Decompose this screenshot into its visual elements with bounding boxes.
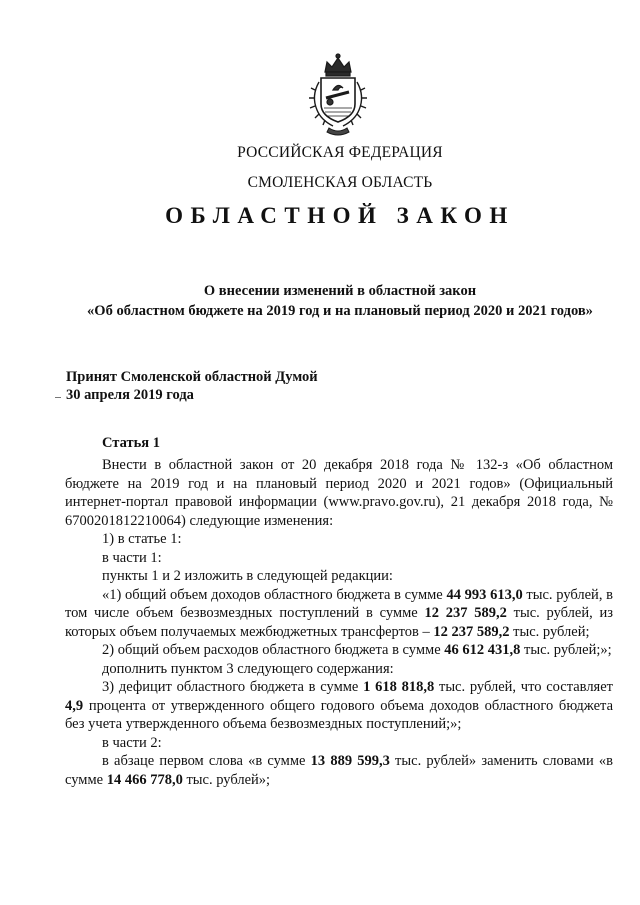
article-paragraph: дополнить пунктом 3 следующего содержания: xyxy=(102,660,394,677)
article-paragraph: в части 1: xyxy=(102,549,162,566)
article-paragraph xyxy=(65,678,613,734)
article-paragraph xyxy=(65,752,613,789)
text-span: тыс. рублей»; xyxy=(182,771,271,788)
margin-mark xyxy=(55,397,61,398)
amount-value: 12 237 589,2 xyxy=(424,605,507,621)
article-paragraph: Внести в областной закон от 20 декабря 2018 года № 132-з «Об областном бюджете на 2019 год и на плановый период 2020 и 2021 годов» (Официальный интернет-портал правовой информации (www.pravo.gov.ru), 21 декабря 2018 года, № 6700201812210064) следующие изменения: xyxy=(65,457,613,529)
article-heading: Статья 1 xyxy=(102,435,160,451)
amount-value: 13 889 599,3 xyxy=(310,753,390,769)
amount-value: 14 466 778,0 xyxy=(106,771,183,788)
amount-value: 12 237 589,2 xyxy=(433,623,510,640)
law-subject-line-1: О внесении изменений в областной закон xyxy=(203,283,477,299)
adoption-date: 30 апреля 2019 года xyxy=(66,387,194,403)
article-paragraph xyxy=(65,586,613,642)
text-span: 2) общий объем расходов областного бюджета в сумме xyxy=(102,642,445,658)
percent-value: 4,9 xyxy=(65,697,84,714)
text-span: тыс. рублей; xyxy=(509,623,590,640)
article-paragraph: в части 2: xyxy=(102,734,162,751)
text-span: «1) общий объем доходов областного бюджета в сумме xyxy=(102,586,447,603)
text-span: процента от утвержденного общего годового объема доходов областного бюджета без учета утвержденного объема безвозмездных поступлений;»; xyxy=(65,697,613,732)
article-paragraph: 1) в статье 1: xyxy=(102,531,182,547)
adoption-body: Принят Смоленской областной Думой xyxy=(66,369,318,385)
text-span: тыс. рублей, в том числе объем безвозмездных поступлений в сумме xyxy=(65,586,613,621)
text-span: тыс. рублей, из которых объем получаемых межбюджетных трансфертов – xyxy=(65,605,613,640)
amount-value: 44 993 613,0 xyxy=(446,586,523,603)
federation-heading: РОССИЙСКАЯ ФЕДЕРАЦИЯ xyxy=(237,144,443,161)
text-span: 3) дефицит областного бюджета в сумме xyxy=(102,679,364,695)
text-span: тыс. рублей, что составляет xyxy=(434,679,613,695)
article-body xyxy=(65,456,613,789)
law-subject-line-2: «Об областном бюджете на 2019 год и на плановый период 2020 и 2021 годов» xyxy=(87,303,593,319)
article-paragraph: пункты 1 и 2 изложить в следующей редакции: xyxy=(102,568,393,584)
law-type-title: ОБЛАСТНОЙ ЗАКОН xyxy=(165,203,515,228)
smolensk-coat-of-arms-icon xyxy=(307,52,369,138)
text-span: тыс. рублей;»; xyxy=(520,642,612,658)
text-span: тыс. рублей» заменить словами «в сумме xyxy=(65,753,614,788)
amount-value: 1 618 818,8 xyxy=(363,679,435,695)
region-heading: СМОЛЕНСКАЯ ОБЛАСТЬ xyxy=(247,174,433,191)
article-paragraph xyxy=(65,641,613,660)
amount-value: 46 612 431,8 xyxy=(444,642,521,658)
text-span: в абзаце первом слова «в сумме xyxy=(102,753,311,769)
